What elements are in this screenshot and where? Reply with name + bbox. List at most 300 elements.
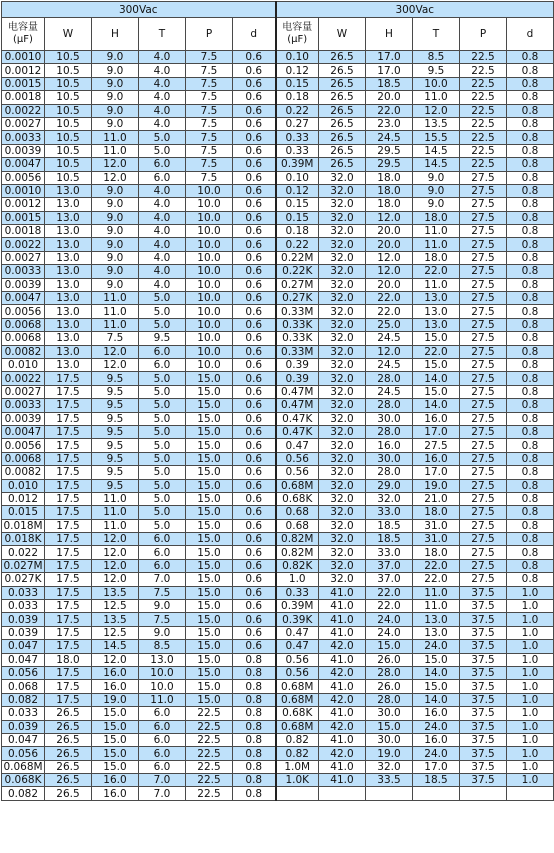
right-d-cell: 0.8 — [507, 573, 554, 586]
right-p-cell: 22.5 — [460, 104, 507, 117]
left-t-cell: 4.0 — [139, 64, 186, 77]
left-capacitance-cell: 0.0033 — [2, 131, 45, 144]
right-t-cell: 22.0 — [413, 265, 460, 278]
left-h-cell: 11.0 — [92, 131, 139, 144]
table-row — [2, 358, 554, 371]
right-t-cell: 14.0 — [413, 666, 460, 679]
left-d-cell: 0.6 — [233, 345, 276, 358]
right-d-cell: 0.8 — [507, 91, 554, 104]
right-capacitance-cell: 1.0K — [276, 774, 319, 787]
right-d-cell: 0.8 — [507, 412, 554, 425]
right-p-cell: 27.5 — [460, 251, 507, 264]
right-d-cell: 0.8 — [507, 117, 554, 130]
left-p-cell: 10.0 — [186, 184, 233, 197]
left-h-cell: 15.0 — [92, 707, 139, 720]
left-capacitance-cell: 0.056 — [2, 747, 45, 760]
left-d-cell: 0.6 — [233, 412, 276, 425]
table-row — [2, 693, 554, 706]
right-t-cell: 15.0 — [413, 332, 460, 345]
left-d-cell: 0.8 — [233, 680, 276, 693]
left-h-cell: 9.0 — [92, 238, 139, 251]
left-t-cell: 7.0 — [139, 787, 186, 800]
left-d-cell: 0.6 — [233, 265, 276, 278]
right-t-cell: 18.0 — [413, 506, 460, 519]
table-row — [2, 158, 554, 171]
left-h-cell: 9.5 — [92, 412, 139, 425]
right-p-cell: 37.5 — [460, 733, 507, 746]
right-t-cell: 18.0 — [413, 211, 460, 224]
right-w-cell: 32.0 — [319, 559, 366, 572]
right-w-cell: 32.0 — [319, 452, 366, 465]
right-w-cell: 41.0 — [319, 760, 366, 773]
left-h-cell: 9.0 — [92, 91, 139, 104]
right-p-cell: 27.5 — [460, 466, 507, 479]
right-p-cell: 22.5 — [460, 144, 507, 157]
right-d-cell: 0.8 — [507, 104, 554, 117]
left-p-cell: 10.0 — [186, 225, 233, 238]
left-capacitance-cell: 0.0027 — [2, 251, 45, 264]
right-t-cell: 17.0 — [413, 425, 460, 438]
left-h-cell: 9.0 — [92, 278, 139, 291]
left-d-cell: 0.6 — [233, 51, 276, 64]
left-h-cell: 9.5 — [92, 466, 139, 479]
left-p-cell: 7.5 — [186, 131, 233, 144]
left-d-cell: 0.6 — [233, 492, 276, 505]
right-p-cell: 37.5 — [460, 707, 507, 720]
left-capacitance-cell: 0.0068 — [2, 332, 45, 345]
left-t-cell: 4.0 — [139, 225, 186, 238]
left-capacitance-cell: 0.068K — [2, 774, 45, 787]
left-p-cell: 22.5 — [186, 774, 233, 787]
table-row — [2, 412, 554, 425]
left-p-cell: 15.0 — [186, 546, 233, 559]
right-t-cell: 11.0 — [413, 278, 460, 291]
left-p-cell: 22.5 — [186, 707, 233, 720]
left-h-cell: 9.0 — [92, 77, 139, 90]
left-h-cell: 11.0 — [92, 492, 139, 505]
right-w-cell: 26.5 — [319, 91, 366, 104]
right-p-cell: 27.5 — [460, 332, 507, 345]
left-t-cell: 7.0 — [139, 774, 186, 787]
left-p-cell: 15.0 — [186, 613, 233, 626]
left-capacitance-cell: 0.0012 — [2, 64, 45, 77]
right-capacitance-cell: 0.68 — [276, 506, 319, 519]
right-p-cell: 27.5 — [460, 439, 507, 452]
left-w-cell: 13.0 — [45, 184, 92, 197]
left-d-cell: 0.6 — [233, 91, 276, 104]
left-p-cell: 7.5 — [186, 77, 233, 90]
left-w-cell: 17.5 — [45, 492, 92, 505]
left-capacitance-cell: 0.0018 — [2, 225, 45, 238]
right-p-cell: 27.5 — [460, 425, 507, 438]
voltage-group-right: 300Vac — [276, 2, 554, 18]
left-p-cell: 15.0 — [186, 693, 233, 706]
left-w-cell: 13.0 — [45, 305, 92, 318]
right-t-cell: 14.5 — [413, 144, 460, 157]
right-t-cell: 27.5 — [413, 439, 460, 452]
left-capacitance-cell: 0.0010 — [2, 51, 45, 64]
right-capacitance-cell: 0.39M — [276, 158, 319, 171]
right-d-cell: 1.0 — [507, 666, 554, 679]
right-w-cell: 32.0 — [319, 466, 366, 479]
left-capacitance-cell: 0.0018 — [2, 91, 45, 104]
table-row — [2, 104, 554, 117]
left-t-cell: 5.0 — [139, 519, 186, 532]
right-p-cell: 27.5 — [460, 559, 507, 572]
right-capacitance-cell: 0.82M — [276, 533, 319, 546]
table-row — [2, 452, 554, 465]
right-w-cell: 26.5 — [319, 77, 366, 90]
right-h-cell: 24.5 — [366, 332, 413, 345]
right-p-cell: 22.5 — [460, 77, 507, 90]
left-w-cell: 10.5 — [45, 77, 92, 90]
left-w-cell: 26.5 — [45, 720, 92, 733]
spec-table-container — [1, 1, 554, 801]
left-p-cell: 10.0 — [186, 211, 233, 224]
right-d-cell: 0.8 — [507, 559, 554, 572]
left-w-cell: 17.5 — [45, 399, 92, 412]
left-p-cell: 15.0 — [186, 492, 233, 505]
left-w-cell: 17.5 — [45, 626, 92, 639]
left-d-cell: 0.6 — [233, 640, 276, 653]
left-capacitance-cell: 0.0082 — [2, 466, 45, 479]
left-h-cell: 12.0 — [92, 345, 139, 358]
left-capacitance-cell: 0.0082 — [2, 345, 45, 358]
right-d-cell: 0.8 — [507, 184, 554, 197]
right-h-cell: 33.0 — [366, 506, 413, 519]
left-w-cell: 10.5 — [45, 51, 92, 64]
right-w-cell: 32.0 — [319, 492, 366, 505]
right-h-cell: 29.5 — [366, 158, 413, 171]
left-capacitance-cell: 0.0033 — [2, 399, 45, 412]
right-p-cell: 27.5 — [460, 372, 507, 385]
right-h-cell: 20.0 — [366, 225, 413, 238]
table-row — [2, 225, 554, 238]
left-capacitance-cell: 0.0039 — [2, 278, 45, 291]
right-d-cell: 1.0 — [507, 747, 554, 760]
right-capacitance-cell: 0.22M — [276, 251, 319, 264]
right-h-cell: 22.0 — [366, 305, 413, 318]
right-d-cell: 1.0 — [507, 707, 554, 720]
right-w-cell: 32.0 — [319, 372, 366, 385]
left-h-cell: 9.0 — [92, 265, 139, 278]
table-row — [2, 586, 554, 599]
left-h-cell: 9.0 — [92, 198, 139, 211]
right-d-cell: 1.0 — [507, 760, 554, 773]
left-h-cell: 9.5 — [92, 439, 139, 452]
left-p-cell: 7.5 — [186, 158, 233, 171]
right-h-cell: 19.0 — [366, 747, 413, 760]
right-t-cell: 15.0 — [413, 358, 460, 371]
right-w-cell: 32.0 — [319, 198, 366, 211]
right-d-cell: 1.0 — [507, 680, 554, 693]
right-w-cell: 42.0 — [319, 720, 366, 733]
left-w-cell: 13.0 — [45, 278, 92, 291]
right-h-cell: 24.5 — [366, 358, 413, 371]
right-t-cell: 14.0 — [413, 693, 460, 706]
right-p-cell: 37.5 — [460, 760, 507, 773]
left-h-cell: 13.5 — [92, 586, 139, 599]
left-d-cell: 0.6 — [233, 171, 276, 184]
left-h-cell: 16.0 — [92, 666, 139, 679]
left-w-cell: 17.5 — [45, 680, 92, 693]
left-h-cell: 9.5 — [92, 452, 139, 465]
left-t-cell: 6.0 — [139, 760, 186, 773]
table-row — [2, 640, 554, 653]
left-d-cell: 0.8 — [233, 760, 276, 773]
right-p-cell: 27.5 — [460, 519, 507, 532]
right-h-cell: 16.0 — [366, 439, 413, 452]
right-capacitance-cell: 0.12 — [276, 64, 319, 77]
right-w-cell: 26.5 — [319, 117, 366, 130]
right-capacitance-cell — [276, 787, 319, 800]
left-p-cell: 10.0 — [186, 198, 233, 211]
left-t-cell: 11.0 — [139, 693, 186, 706]
right-d-cell: 1.0 — [507, 640, 554, 653]
left-d-cell: 0.8 — [233, 693, 276, 706]
left-p-cell: 15.0 — [186, 466, 233, 479]
left-h-cell: 13.5 — [92, 613, 139, 626]
right-w-cell: 26.5 — [319, 144, 366, 157]
table-row — [2, 345, 554, 358]
right-t-cell: 11.0 — [413, 600, 460, 613]
left-w-cell: 17.5 — [45, 385, 92, 398]
left-capacitance-cell: 0.047 — [2, 653, 45, 666]
left-h-cell: 15.0 — [92, 720, 139, 733]
right-w-cell: 41.0 — [319, 774, 366, 787]
left-capacitance-cell: 0.047 — [2, 640, 45, 653]
table-row — [2, 399, 554, 412]
right-t-cell: 24.0 — [413, 640, 460, 653]
right-capacitance-cell: 0.56 — [276, 452, 319, 465]
right-w-cell: 32.0 — [319, 358, 366, 371]
left-w-cell: 17.5 — [45, 600, 92, 613]
right-capacitance-cell: 0.47 — [276, 439, 319, 452]
right-w-cell: 41.0 — [319, 586, 366, 599]
right-w-cell: 32.0 — [319, 278, 366, 291]
left-capacitance-cell: 0.0056 — [2, 439, 45, 452]
left-p-cell: 15.0 — [186, 653, 233, 666]
right-d-cell: 1.0 — [507, 733, 554, 746]
left-d-cell: 0.6 — [233, 586, 276, 599]
right-p-cell: 27.5 — [460, 358, 507, 371]
table-row — [2, 787, 554, 800]
left-t-cell: 4.0 — [139, 91, 186, 104]
right-p-cell: 27.5 — [460, 412, 507, 425]
left-w-cell: 13.0 — [45, 211, 92, 224]
table-row — [2, 117, 554, 130]
left-d-cell: 0.6 — [233, 452, 276, 465]
left-d-cell: 0.6 — [233, 399, 276, 412]
left-t-cell: 5.0 — [139, 144, 186, 157]
right-h-cell: 12.0 — [366, 265, 413, 278]
left-w-cell: 26.5 — [45, 747, 92, 760]
left-p-cell: 10.0 — [186, 345, 233, 358]
right-d-cell: 0.8 — [507, 452, 554, 465]
table-row — [2, 466, 554, 479]
right-h-cell: 18.0 — [366, 184, 413, 197]
left-p-cell: 15.0 — [186, 399, 233, 412]
left-w-cell: 13.0 — [45, 292, 92, 305]
left-p-cell: 15.0 — [186, 425, 233, 438]
left-capacitance-cell: 0.0047 — [2, 292, 45, 305]
right-h-cell: 22.0 — [366, 586, 413, 599]
right-p-cell: 37.5 — [460, 653, 507, 666]
right-h-cell: 28.0 — [366, 666, 413, 679]
capacitance-label: 电容量 — [8, 22, 38, 33]
left-t-cell: 5.0 — [139, 292, 186, 305]
left-d-cell: 0.6 — [233, 425, 276, 438]
left-d-cell: 0.8 — [233, 774, 276, 787]
voltage-header-row — [2, 2, 554, 18]
right-h-cell: 33.5 — [366, 774, 413, 787]
right-d-cell: 0.8 — [507, 211, 554, 224]
right-h-cell: 28.0 — [366, 466, 413, 479]
right-h-cell: 28.0 — [366, 399, 413, 412]
left-p-cell: 15.0 — [186, 666, 233, 679]
right-d-cell: 0.8 — [507, 238, 554, 251]
right-d-cell: 0.8 — [507, 305, 554, 318]
left-h-cell: 12.5 — [92, 600, 139, 613]
table-row — [2, 318, 554, 331]
table-row — [2, 479, 554, 492]
left-d-cell: 0.6 — [233, 158, 276, 171]
capacitance-unit: (μF) — [13, 34, 33, 45]
left-t-cell: 4.0 — [139, 51, 186, 64]
left-d-cell: 0.6 — [233, 225, 276, 238]
left-w-cell: 13.0 — [45, 265, 92, 278]
left-p-cell: 15.0 — [186, 573, 233, 586]
right-w-cell: 41.0 — [319, 613, 366, 626]
left-w-cell: 17.5 — [45, 546, 92, 559]
left-t-cell: 6.0 — [139, 546, 186, 559]
right-capacitance-cell: 0.12 — [276, 184, 319, 197]
left-d-cell: 0.6 — [233, 251, 276, 264]
right-t-cell: 11.0 — [413, 586, 460, 599]
right-w-cell: 26.5 — [319, 131, 366, 144]
right-t-cell: 11.0 — [413, 225, 460, 238]
left-d-cell: 0.6 — [233, 439, 276, 452]
right-capacitance-cell: 0.15 — [276, 77, 319, 90]
right-d-cell: 0.8 — [507, 506, 554, 519]
left-capacitance-cell: 0.0022 — [2, 372, 45, 385]
right-d-cell: 0.8 — [507, 292, 554, 305]
left-p-cell: 15.0 — [186, 600, 233, 613]
left-h-cell: 7.5 — [92, 332, 139, 345]
left-p-cell: 10.0 — [186, 318, 233, 331]
right-h-cell: 28.0 — [366, 693, 413, 706]
left-d-cell: 0.8 — [233, 747, 276, 760]
right-h-cell: 30.0 — [366, 452, 413, 465]
right-d-cell: 1.0 — [507, 693, 554, 706]
left-capacitance-cell: 0.068M — [3, 760, 43, 773]
right-p-cell: 27.5 — [460, 506, 507, 519]
right-h-cell: 33.0 — [366, 546, 413, 559]
left-p-cell: 15.0 — [186, 519, 233, 532]
left-p-cell: 15.0 — [186, 680, 233, 693]
right-capacitance-cell: 1.0 — [276, 573, 319, 586]
right-capacitance-cell: 0.82K — [276, 559, 319, 572]
table-body — [2, 51, 554, 801]
left-t-cell: 6.0 — [139, 720, 186, 733]
right-d-cell: 0.8 — [507, 225, 554, 238]
right-capacitance-cell: 0.47M — [276, 385, 319, 398]
right-t-cell: 18.5 — [413, 774, 460, 787]
right-t-cell: 15.5 — [413, 131, 460, 144]
right-w-cell: 32.0 — [319, 533, 366, 546]
left-p-cell: 10.0 — [186, 358, 233, 371]
left-d-cell: 0.6 — [233, 559, 276, 572]
right-t-cell: 13.5 — [413, 117, 460, 130]
right-p-cell: 22.5 — [460, 117, 507, 130]
right-t-cell: 8.5 — [413, 51, 460, 64]
right-h-cell: 25.0 — [366, 318, 413, 331]
capacitance-unit: (μF) — [287, 34, 308, 45]
left-d-cell: 0.6 — [233, 64, 276, 77]
left-t-cell: 5.0 — [139, 479, 186, 492]
left-w-cell: 17.5 — [45, 613, 92, 626]
left-p-cell: 10.0 — [186, 251, 233, 264]
right-capacitance-cell: 0.47K — [276, 412, 319, 425]
right-d-cell: 0.8 — [507, 345, 554, 358]
left-t-cell: 10.0 — [139, 666, 186, 679]
right-h-cell: 23.0 — [366, 117, 413, 130]
left-d-cell: 0.6 — [233, 466, 276, 479]
table-row — [2, 77, 554, 90]
right-capacitance-cell: 0.33M — [276, 345, 319, 358]
left-h-cell: 9.0 — [92, 51, 139, 64]
left-capacitance-cell: 0.068 — [2, 680, 45, 693]
left-capacitance-cell: 0.0047 — [2, 425, 45, 438]
table-row — [2, 653, 554, 666]
right-t-cell: 19.0 — [413, 479, 460, 492]
right-h-cell: 24.0 — [366, 613, 413, 626]
left-w-cell: 10.5 — [45, 91, 92, 104]
right-capacitance-cell: 0.82 — [276, 747, 319, 760]
left-t-cell: 8.5 — [139, 640, 186, 653]
right-p-cell: 27.5 — [460, 265, 507, 278]
right-t-cell: 16.0 — [413, 412, 460, 425]
right-p-cell: 37.5 — [460, 613, 507, 626]
left-p-cell: 10.0 — [186, 238, 233, 251]
left-w-cell: 17.5 — [45, 519, 92, 532]
right-capacitance-cell: 0.68M — [276, 720, 319, 733]
right-w-cell: 32.0 — [319, 399, 366, 412]
right-h-cell: 15.0 — [366, 720, 413, 733]
right-capacitance-cell: 0.39 — [276, 372, 319, 385]
table-row — [2, 305, 554, 318]
left-t-cell: 4.0 — [139, 278, 186, 291]
left-d-cell: 0.6 — [233, 519, 276, 532]
left-h-cell: 12.0 — [92, 546, 139, 559]
right-p-cell: 37.5 — [460, 626, 507, 639]
left-w-cell: 10.5 — [45, 131, 92, 144]
left-w-cell: 17.5 — [45, 506, 92, 519]
right-w-cell: 42.0 — [319, 640, 366, 653]
col-header-p: P — [460, 18, 507, 51]
right-h-cell: 22.0 — [366, 600, 413, 613]
col-header-w: W — [319, 18, 366, 51]
right-d-cell: 0.8 — [507, 77, 554, 90]
right-capacitance-cell: 0.33 — [276, 131, 319, 144]
voltage-group-left: 300Vac — [2, 2, 276, 18]
right-d-cell: 0.8 — [507, 546, 554, 559]
table-row — [2, 492, 554, 505]
left-capacitance-cell: 0.033 — [2, 586, 45, 599]
left-w-cell: 13.0 — [45, 198, 92, 211]
left-d-cell: 0.8 — [233, 653, 276, 666]
left-d-cell: 0.6 — [233, 372, 276, 385]
